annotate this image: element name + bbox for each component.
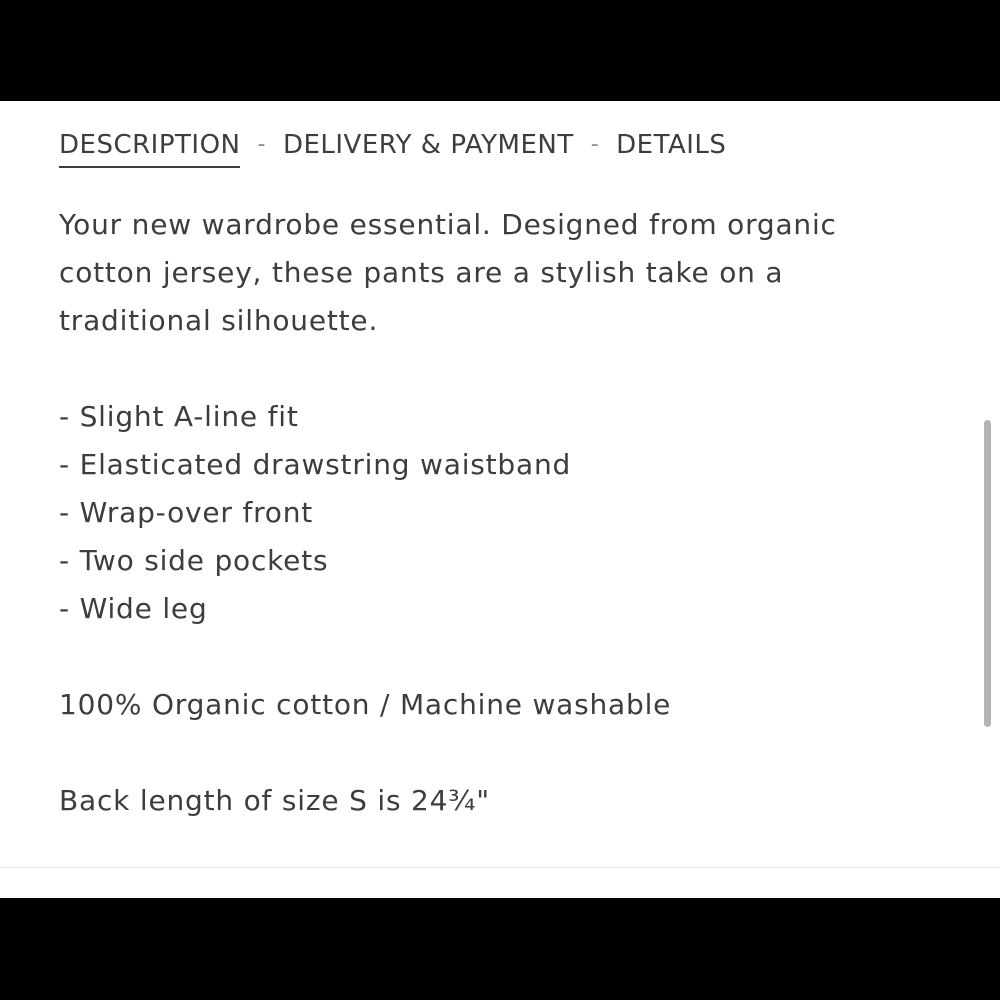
feature-item: - Wide leg <box>59 592 208 625</box>
product-tabs <box>59 127 726 168</box>
tab-delivery-payment[interactable] <box>283 127 574 166</box>
paragraph-spacer <box>59 633 919 681</box>
back-length-info: Back length of size S is 24¾" <box>59 784 490 817</box>
tab-details-label: DETAILS <box>616 130 727 160</box>
tab-separator: - <box>257 132 266 157</box>
paragraph-spacer <box>59 345 919 393</box>
material-info: 100% Organic cotton / Machine washable <box>59 688 672 721</box>
tab-separator: - <box>590 132 600 157</box>
paragraph-spacer <box>59 729 919 777</box>
product-info-panel <box>0 101 1000 898</box>
tab-description[interactable] <box>59 127 240 168</box>
feature-item: - Elasticated drawstring waistband <box>59 448 572 481</box>
tab-delivery-payment-label: DELIVERY & PAYMENT <box>282 130 574 160</box>
section-divider <box>0 867 1000 868</box>
top-letterbox <box>0 0 1000 101</box>
feature-item: - Two side pockets <box>59 544 329 577</box>
description-text <box>59 201 919 825</box>
vertical-scrollbar-thumb[interactable] <box>984 420 991 727</box>
feature-item: - Wrap-over front <box>59 496 314 529</box>
tab-description-label: DESCRIPTION <box>59 130 241 160</box>
intro-line: Your new wardrobe essential. Designed from organic <box>59 208 837 241</box>
intro-line: traditional silhouette. <box>59 304 379 337</box>
bottom-letterbox <box>0 898 1000 1000</box>
tab-details[interactable] <box>616 127 726 166</box>
feature-item: - Slight A-line fit <box>59 400 299 433</box>
intro-line: cotton jersey, these pants are a stylish take on a <box>59 256 784 289</box>
